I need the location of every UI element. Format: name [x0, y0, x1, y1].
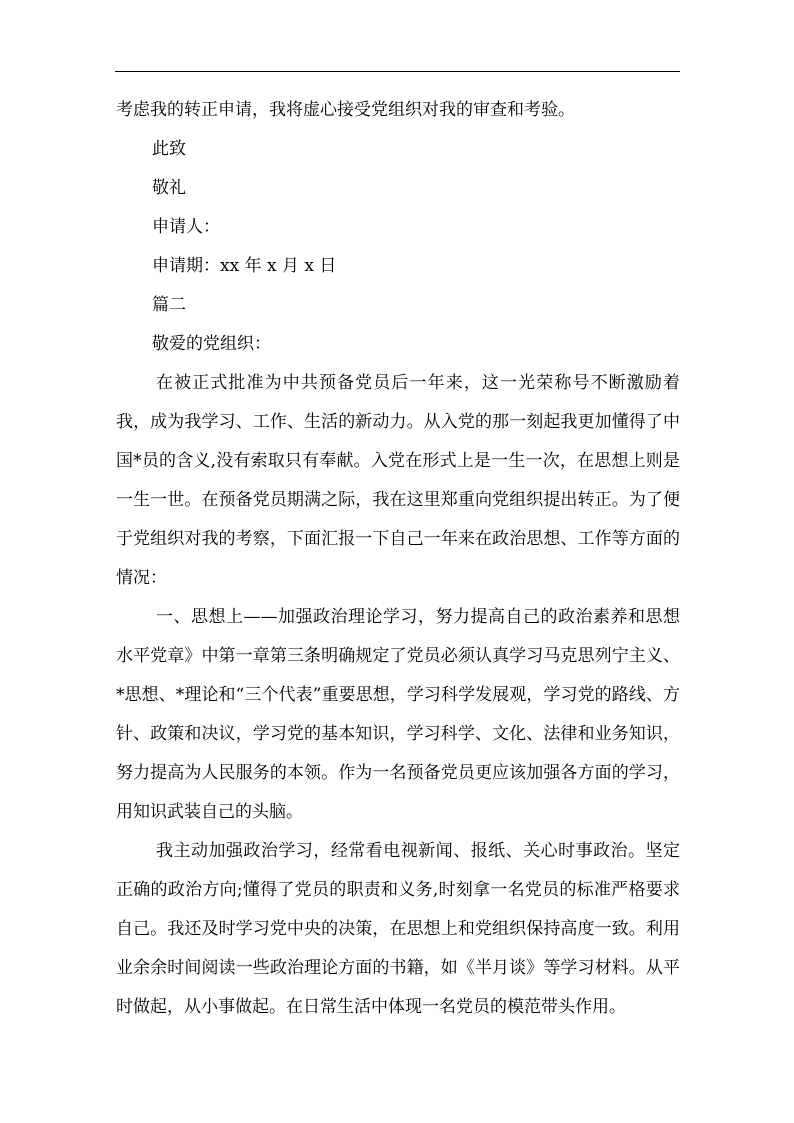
regards: 敬礼	[152, 178, 186, 198]
paragraph-thought: 一、思想上——加强政治理论学习，努力提高自己的政治素养和思想水平党章》中第一章第三条明确规定了党员必须认真学习马克思列宁主义、*思想、*理论和“三个代表”重要思想，学习科学发展观，学习党的路线、方针、政策和决议，学习党的基本知识，学习科学、文化、法律和业务知识，努力提高为人民服务的本领。作为一名预备党员更应该加强各方面的学习，用知识武装自己的头脑。	[116, 607, 680, 822]
section-label: 篇二	[152, 295, 186, 315]
paragraph-intro: 在被正式批准为中共预备党员后一年来，这一光荣称号不断激励着我，成为我学习、工作、生活的新动力。从入党的那一刻起我更加懂得了中国*员的含义,没有索取只有奉献。入党在形式上是一生一次，在思想上则是一生一世。在预备党员期满之际，我在这里郑重向党组织提出转正。为了便于党组织对我的考察，下面汇报一下自己一年来在政治思想、工作等方面的情况：	[116, 373, 680, 588]
header-rule	[115, 71, 680, 72]
paragraph-study: 我主动加强政治学习，经常看电视新闻、报纸、关心时事政治。坚定正确的政治方向;懂得了党员的职责和义务,时刻拿一名党员的标准严格要求自己。我还及时学习党中央的决策，在思想上和党组织保持高度一致。利用业余余时间阅读一些政治理论方面的书籍，如《半月谈》等学习材料。从平时做起，从小事做起。在日常生活中体现一名党员的模范带头作用。	[116, 841, 680, 1017]
applicant-line: 申请人：	[152, 217, 220, 237]
greeting: 敬爱的党组织：	[152, 334, 271, 354]
closing-block	[116, 130, 680, 1027]
continuation-line: 考虑我的转正申请，我将虚心接受党组织对我的审查和考验。	[116, 100, 575, 120]
salutation: 此致	[152, 139, 186, 159]
date-line: 申请期：xx 年 x 月 x 日	[152, 256, 337, 276]
